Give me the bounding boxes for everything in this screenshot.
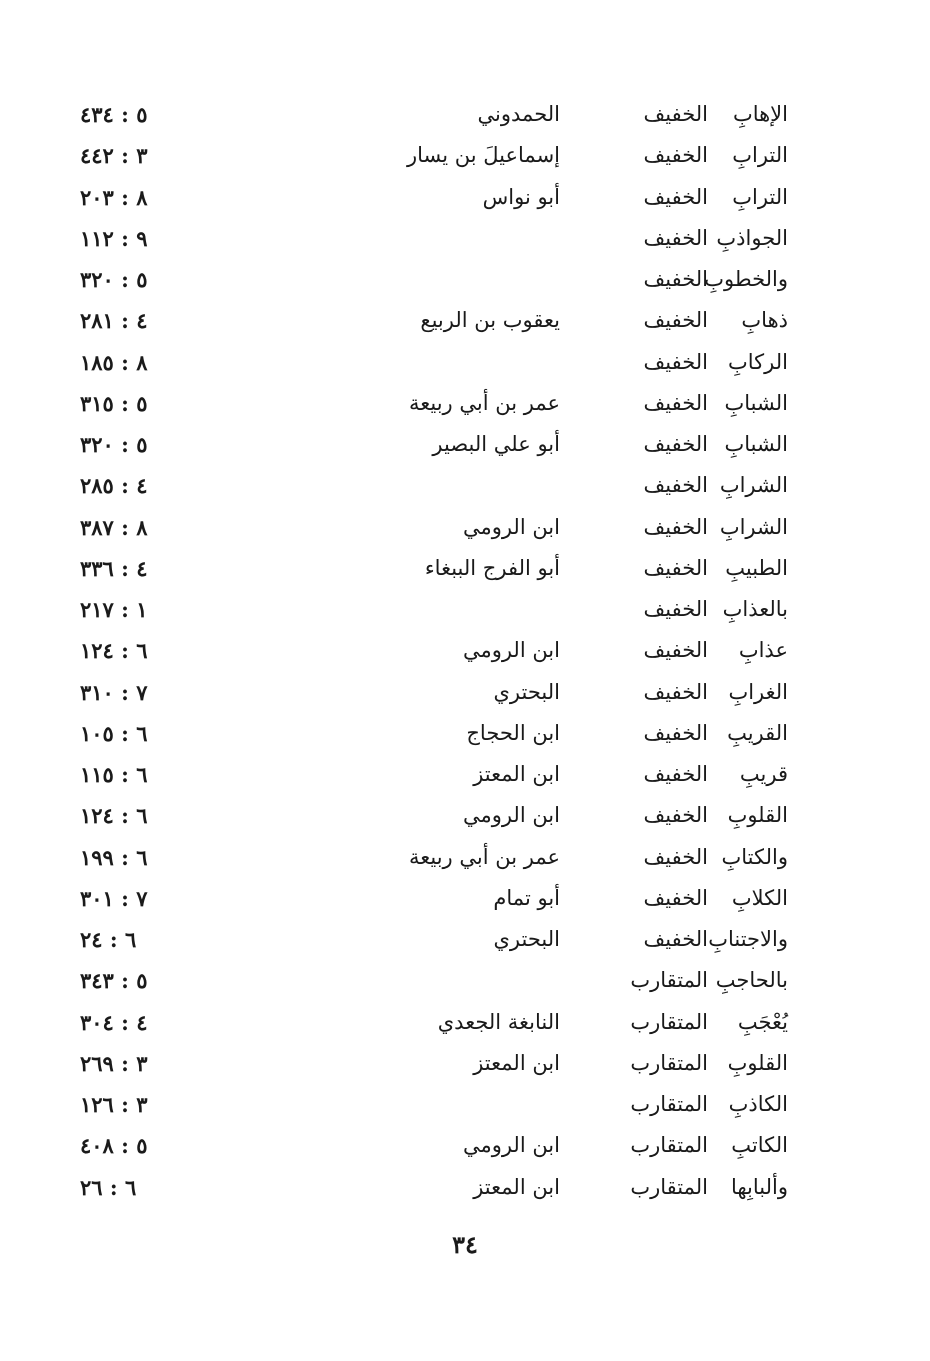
index-row <box>60 589 800 630</box>
poet-name: ابن الرومي <box>462 514 560 539</box>
meter-name: الخفيف <box>643 638 708 663</box>
volume-page-reference: ٦ : ١٢٤ <box>80 638 148 664</box>
poet-name: النابغة الجعدي <box>437 1009 560 1034</box>
volume-page-reference: ٥ : ٣٢٠ <box>80 267 148 292</box>
poet-name: أبو علي البصير <box>432 432 560 456</box>
meter-name: الخفيف <box>643 390 708 415</box>
index-row <box>60 383 800 424</box>
index-row <box>60 1125 800 1166</box>
poet-name: إسماعيلَ بن يسار <box>406 143 560 168</box>
poet-name: ابن الحجاج <box>466 720 560 745</box>
volume-page-reference: ٥ : ٣٢٠ <box>80 432 148 457</box>
poet-name: ابن الرومي <box>462 1133 560 1158</box>
poet-name: أبو تمام <box>493 885 560 910</box>
volume-page-reference: ٣ : ٤٤٢ <box>80 143 148 169</box>
index-row <box>60 960 800 1001</box>
volume-page-reference: ٨ : ١٨٥ <box>80 349 148 375</box>
rhyme-word: الشرابِ <box>719 473 788 498</box>
poet-name: ابن المعتز <box>473 1174 560 1199</box>
meter-name: الخفيف <box>643 514 708 539</box>
index-row <box>60 259 800 300</box>
meter-name: الخفيف <box>643 473 708 498</box>
index-row <box>60 300 800 341</box>
volume-page-reference: ٥ : ٣١٥ <box>80 390 148 416</box>
volume-page-reference: ٤ : ٢٨٥ <box>80 473 148 499</box>
rhyme-word: والخطوبِ <box>704 267 788 291</box>
rhyme-word: قريبِ <box>739 762 788 786</box>
index-row <box>60 795 800 836</box>
rhyme-word: ذهابِ <box>741 308 788 333</box>
poet-name: البحتري <box>493 927 560 951</box>
meter-name: الخفيف <box>643 349 708 374</box>
rhyme-word: الإهابِ <box>732 102 788 126</box>
meter-name: الخفيف <box>643 762 708 786</box>
volume-page-reference: ٧ : ٣١٠ <box>80 679 148 705</box>
index-row <box>60 1043 800 1084</box>
meter-name: المتقارب <box>630 968 708 993</box>
meter-name: الخفيف <box>643 432 708 456</box>
meter-name: الخفيف <box>643 597 708 621</box>
rhyme-word: القلوبِ <box>727 1050 788 1075</box>
poet-name: ابن الرومي <box>462 803 560 828</box>
rhyme-word: الغرابِ <box>728 679 788 704</box>
volume-page-reference: ٦ : ١٢٤ <box>80 803 148 829</box>
index-row <box>60 1002 800 1043</box>
rhyme-word: يُعْجَبِ <box>737 1009 788 1034</box>
poet-name: ابن المعتز <box>473 762 560 786</box>
volume-page-reference: ١ : ٢١٧ <box>80 597 148 622</box>
volume-page-reference: ٤ : ٢٨١ <box>80 308 148 334</box>
volume-page-reference: ٦ : ١٠٥ <box>80 720 148 746</box>
volume-page-reference: ٩ : ١١٢ <box>80 225 148 251</box>
index-row <box>60 218 800 259</box>
meter-name: الخفيف <box>643 267 708 291</box>
poet-name: أبو الفرج الببغاء <box>424 555 560 580</box>
index-row <box>60 548 800 589</box>
index-row <box>60 672 800 713</box>
rhyme-word: الشبابِ <box>724 432 788 456</box>
meter-name: المتقارب <box>630 1092 708 1116</box>
rhyme-word: الشبابِ <box>724 390 788 415</box>
rhyme-word: الركابِ <box>728 349 788 374</box>
index-row <box>60 342 800 383</box>
poet-name: البحتري <box>493 679 560 704</box>
rhyme-word: عذابِ <box>738 638 788 663</box>
meter-name: الخفيف <box>643 679 708 704</box>
volume-page-reference: ٣ : ٢٦٩ <box>80 1050 148 1076</box>
volume-page-reference: ٨ : ٣٨٧ <box>80 514 148 540</box>
rhyme-word: بالعذابِ <box>722 597 788 621</box>
volume-page-reference: ٣ : ١٢٦ <box>80 1092 148 1117</box>
poet-name: ابن الرومي <box>462 638 560 663</box>
volume-page-reference: ٥ : ٤٠٨ <box>80 1133 148 1159</box>
rhyme-word: وألبابِها <box>730 1174 788 1199</box>
rhyme-word: الطبيبِ <box>725 555 788 580</box>
volume-page-reference: ٦ : ٢٦ <box>80 1174 137 1200</box>
rhyme-word: الكاذبِ <box>728 1092 788 1116</box>
index-row <box>60 94 800 135</box>
index-row <box>60 465 800 506</box>
rhyme-word: القريبِ <box>727 720 788 745</box>
rhyme-word: الترابِ <box>732 184 788 209</box>
poet-name: عمر بن أبي ربيعة <box>408 390 560 415</box>
meter-name: الخفيف <box>643 308 708 333</box>
meter-name: الخفيف <box>643 844 708 869</box>
rhyme-word: والاجتنابِ <box>708 927 788 951</box>
rhyme-word: بالحاجبِ <box>715 968 788 993</box>
meter-name: الخفيف <box>643 927 708 951</box>
index-row <box>60 754 800 795</box>
index-row <box>60 177 800 218</box>
meter-name: الخفيف <box>643 720 708 745</box>
poet-name: الحمدوني <box>477 102 560 126</box>
volume-page-reference: ٦ : ٢٤ <box>80 927 137 952</box>
rhyme-word: الجواذبِ <box>716 225 788 250</box>
meter-name: المتقارب <box>630 1009 708 1034</box>
index-row <box>60 135 800 176</box>
rhyme-word: الترابِ <box>732 143 788 168</box>
index-row <box>60 713 800 754</box>
rhyme-word: الشرابِ <box>719 514 788 539</box>
rhyme-word: الكاتبِ <box>731 1133 788 1158</box>
index-row <box>60 630 800 671</box>
index-row <box>60 424 800 465</box>
rhyme-word: الكلابِ <box>731 885 788 910</box>
rhyme-word: القلوبِ <box>727 803 788 828</box>
poet-name: عمر بن أبي ربيعة <box>408 844 560 869</box>
rhyme-index-table <box>60 94 800 1208</box>
meter-name: الخفيف <box>643 555 708 580</box>
volume-page-reference: ٨ : ٢٠٣ <box>80 184 148 210</box>
index-row <box>60 507 800 548</box>
meter-name: المتقارب <box>630 1133 708 1158</box>
volume-page-reference: ٧ : ٣٠١ <box>80 885 148 911</box>
meter-name: الخفيف <box>643 184 708 209</box>
rhyme-word: والكتابِ <box>721 844 788 869</box>
meter-name: الخفيف <box>643 143 708 168</box>
volume-page-reference: ٤ : ٣٠٤ <box>80 1009 148 1035</box>
page-number: ٣٤ <box>452 1230 478 1259</box>
meter-name: الخفيف <box>643 803 708 828</box>
meter-name: الخفيف <box>643 885 708 910</box>
meter-name: الخفيف <box>643 102 708 126</box>
poet-name: أبو نواس <box>482 184 560 209</box>
index-row <box>60 919 800 960</box>
poet-name: يعقوب بن الربيع <box>420 308 560 333</box>
volume-page-reference: ٦ : ١٩٩ <box>80 844 148 870</box>
meter-name: المتقارب <box>630 1050 708 1075</box>
poet-name: ابن المعتز <box>473 1050 560 1075</box>
index-row <box>60 1084 800 1125</box>
volume-page-reference: ٥ : ٣٤٣ <box>80 968 148 994</box>
volume-page-reference: ٤ : ٣٣٦ <box>80 555 148 581</box>
index-row <box>60 837 800 878</box>
meter-name: المتقارب <box>630 1174 708 1199</box>
index-row <box>60 878 800 919</box>
meter-name: الخفيف <box>643 225 708 250</box>
volume-page-reference: ٦ : ١١٥ <box>80 762 148 787</box>
index-row <box>60 1167 800 1208</box>
volume-page-reference: ٥ : ٤٣٤ <box>80 102 148 127</box>
